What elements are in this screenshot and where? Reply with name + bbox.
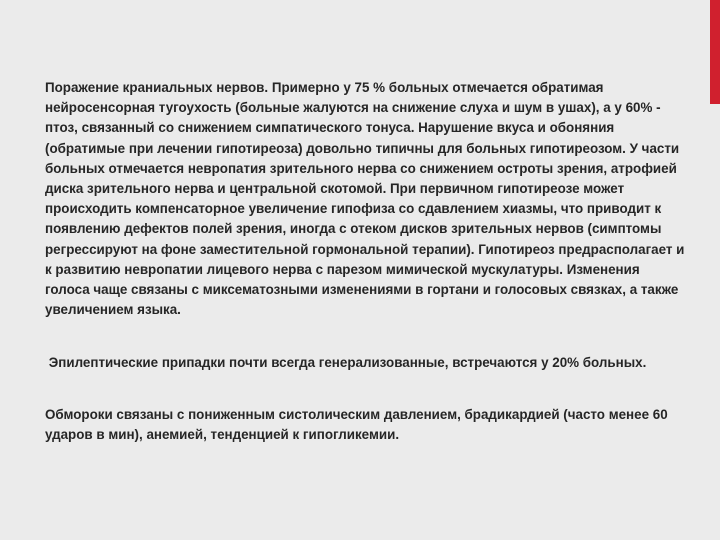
paragraph-syncope: Обмороки связаны с пониженным систолическим давлением, брадикардией (часто менее 60 ударов в мин), анемией, тенденцией к гипогликемии. <box>45 406 668 442</box>
paragraph-cranial-nerves: Поражение краниальных нервов. Примерно у 75 % больных отмечается обратимая нейросенсорная тугоухость (больные жалуются на снижение слуха и шум в ушах), а у 60% - птоз, связанный со снижением симпатического тонуса. Нарушение вкуса и обоняния (обратимые при лечении гипотиреоза) довольно типичны для больных гипотиреозом. У части больных отмечается невропатия зрительного нерва со снижением остроты зрения, атрофией диска зрительного нерва и центральной скотомой. При первичном гипотиреозе может происходить компенсаторное увеличение гипофиза со сдавлением хиазмы, что приводит к появлению дефектов полей зрения, иногда с отеком дисков зрительных нервов (симптомы регрессируют на фоне заместительной гормональной терапии). Гипотиреоз предрасполагает и к развитию невропатии лицевого нерва с парезом мимической мускулатуры. Изменения голоса чаще связаны с миксематозными изменениями в гортани и голосовых связках, а также увеличением языка. <box>45 80 685 318</box>
paragraph-epileptic-seizures: Эпилептические припадки почти всегда генерализованные, встречаются у 20% больных. <box>45 355 647 371</box>
red-accent-bar <box>710 0 720 104</box>
slide-text-body <box>45 78 685 445</box>
